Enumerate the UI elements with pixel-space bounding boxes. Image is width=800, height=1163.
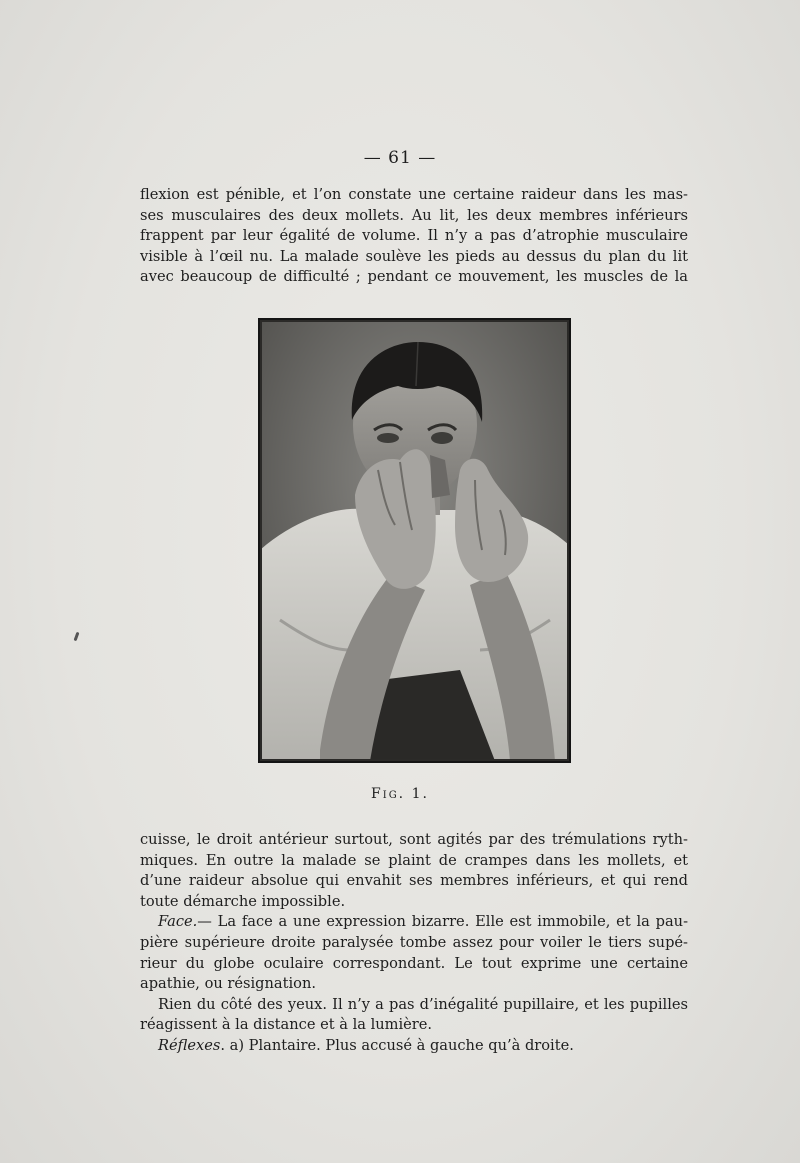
page-number: — 61 — bbox=[363, 148, 437, 168]
text-line: cuisse, le droit antérieur surtout, sont agités par des trémulations ryth- bbox=[140, 831, 688, 848]
text-line: ses musculaires des deux mollets. Au lit, les deux membres inférieurs bbox=[140, 206, 688, 224]
text-line: flexion est pénible, et l’on constate une certaine raideur dans les mas- bbox=[140, 186, 688, 203]
text-line: rieur du globe oculaire correspondant. Le tout exprime une certaine bbox=[140, 954, 688, 972]
text-line: pière supérieure droite paralysée tombe assez pour voiler le tiers supé- bbox=[140, 933, 688, 951]
text-line: avec beaucoup de difficulté ; pendant ce mouvement, les muscles de la bbox=[140, 268, 688, 286]
figure-photograph bbox=[258, 318, 571, 763]
reflexes-label: Réflexes bbox=[158, 1036, 221, 1054]
text-line: miques. En outre la malade se plaint de crampes dans les mollets, et bbox=[140, 851, 688, 869]
face-text: — La face a une expression bizarre. Elle est immobile, et la pau- bbox=[197, 913, 688, 931]
bottom-text bbox=[140, 830, 688, 1057]
text-line: réagissent à la distance et à la lumière. bbox=[140, 1016, 433, 1034]
top-paragraph bbox=[140, 185, 688, 288]
face-line bbox=[140, 912, 688, 933]
text-line: frappent par leur égalité de volume. Il n’y a pas d’atrophie musculaire bbox=[140, 227, 688, 245]
face-label: Face. bbox=[158, 913, 198, 931]
reflexes-line bbox=[140, 1036, 688, 1057]
text-line: Rien du côté des yeux. Il n’y a pas d’inégalité pupillaire, et les pupilles bbox=[158, 995, 688, 1013]
reflexes-text: . a) Plantaire. Plus accusé à gauche qu’à droite. bbox=[220, 1036, 574, 1054]
figure-caption bbox=[0, 786, 800, 802]
text-line: apathie, ou résignation. bbox=[140, 975, 316, 993]
patient-photo-illustration bbox=[260, 320, 569, 761]
text-line: d’une raideur absolue qui envahit ses membres inférieurs, et qui rend bbox=[140, 872, 688, 890]
figure-caption-text: Fig. 1. bbox=[371, 786, 429, 802]
text-line: visible à l’œil nu. La malade soulève les pieds au dessus du plan du lit bbox=[140, 247, 688, 265]
text-line: toute démarche impossible. bbox=[140, 892, 346, 910]
ink-speck bbox=[74, 632, 80, 641]
